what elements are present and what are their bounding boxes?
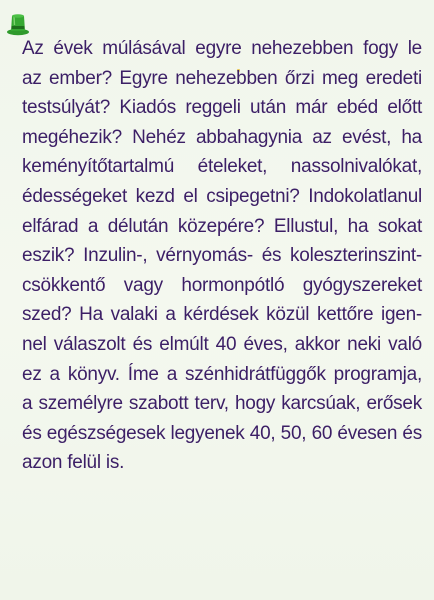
blurb-line-12: ez a könyv. Íme a szénhidrátfüggők programja, [22,363,422,385]
blurb-line-4: megéhezik? Nehéz abbahagynia az evést, ha [22,126,422,148]
blurb-line-8: eszik? Inzulin-, vérnyomás- és koleszterinszint- [22,245,422,267]
blurb-line-7: elfárad a délután közepére? Ellustul, ha sokat [22,215,422,237]
blurb-line-9: csökkentő vagy hormonpótló gyógyszereket [22,274,422,296]
blurb-line-13: a személyre szabott terv, hogy karcsúak, erősek [22,393,422,415]
blurb-line-2: az ember? Egyre nehezebben őrzi meg eredeti [22,67,422,89]
blurb-line-1: Az évek múlásával egyre nehezebben fogy le [22,38,422,59]
blurb-line-14: és egészségesek legyenek 40, 50, 60 évesen és [22,422,422,444]
blurb-line-3: testsúlyát? Kiadós reggeli után már ebéd előtt [22,97,422,119]
blurb-line-15: azon felül is. [22,452,125,474]
blurb-paragraph [22,34,422,478]
blurb-line-6: édességeket kezd el csipegetni? Indokolatlanul [22,185,422,207]
blurb-line-5: keményítőtartalmú ételeket, nassolnivalókat, [22,156,422,178]
blurb-line-10: szed? Ha valaki a kérdések közül kettőre igen- [22,304,422,326]
blurb-line-11: nel válaszolt és elmúlt 40 éves, akkor neki való [22,333,422,355]
